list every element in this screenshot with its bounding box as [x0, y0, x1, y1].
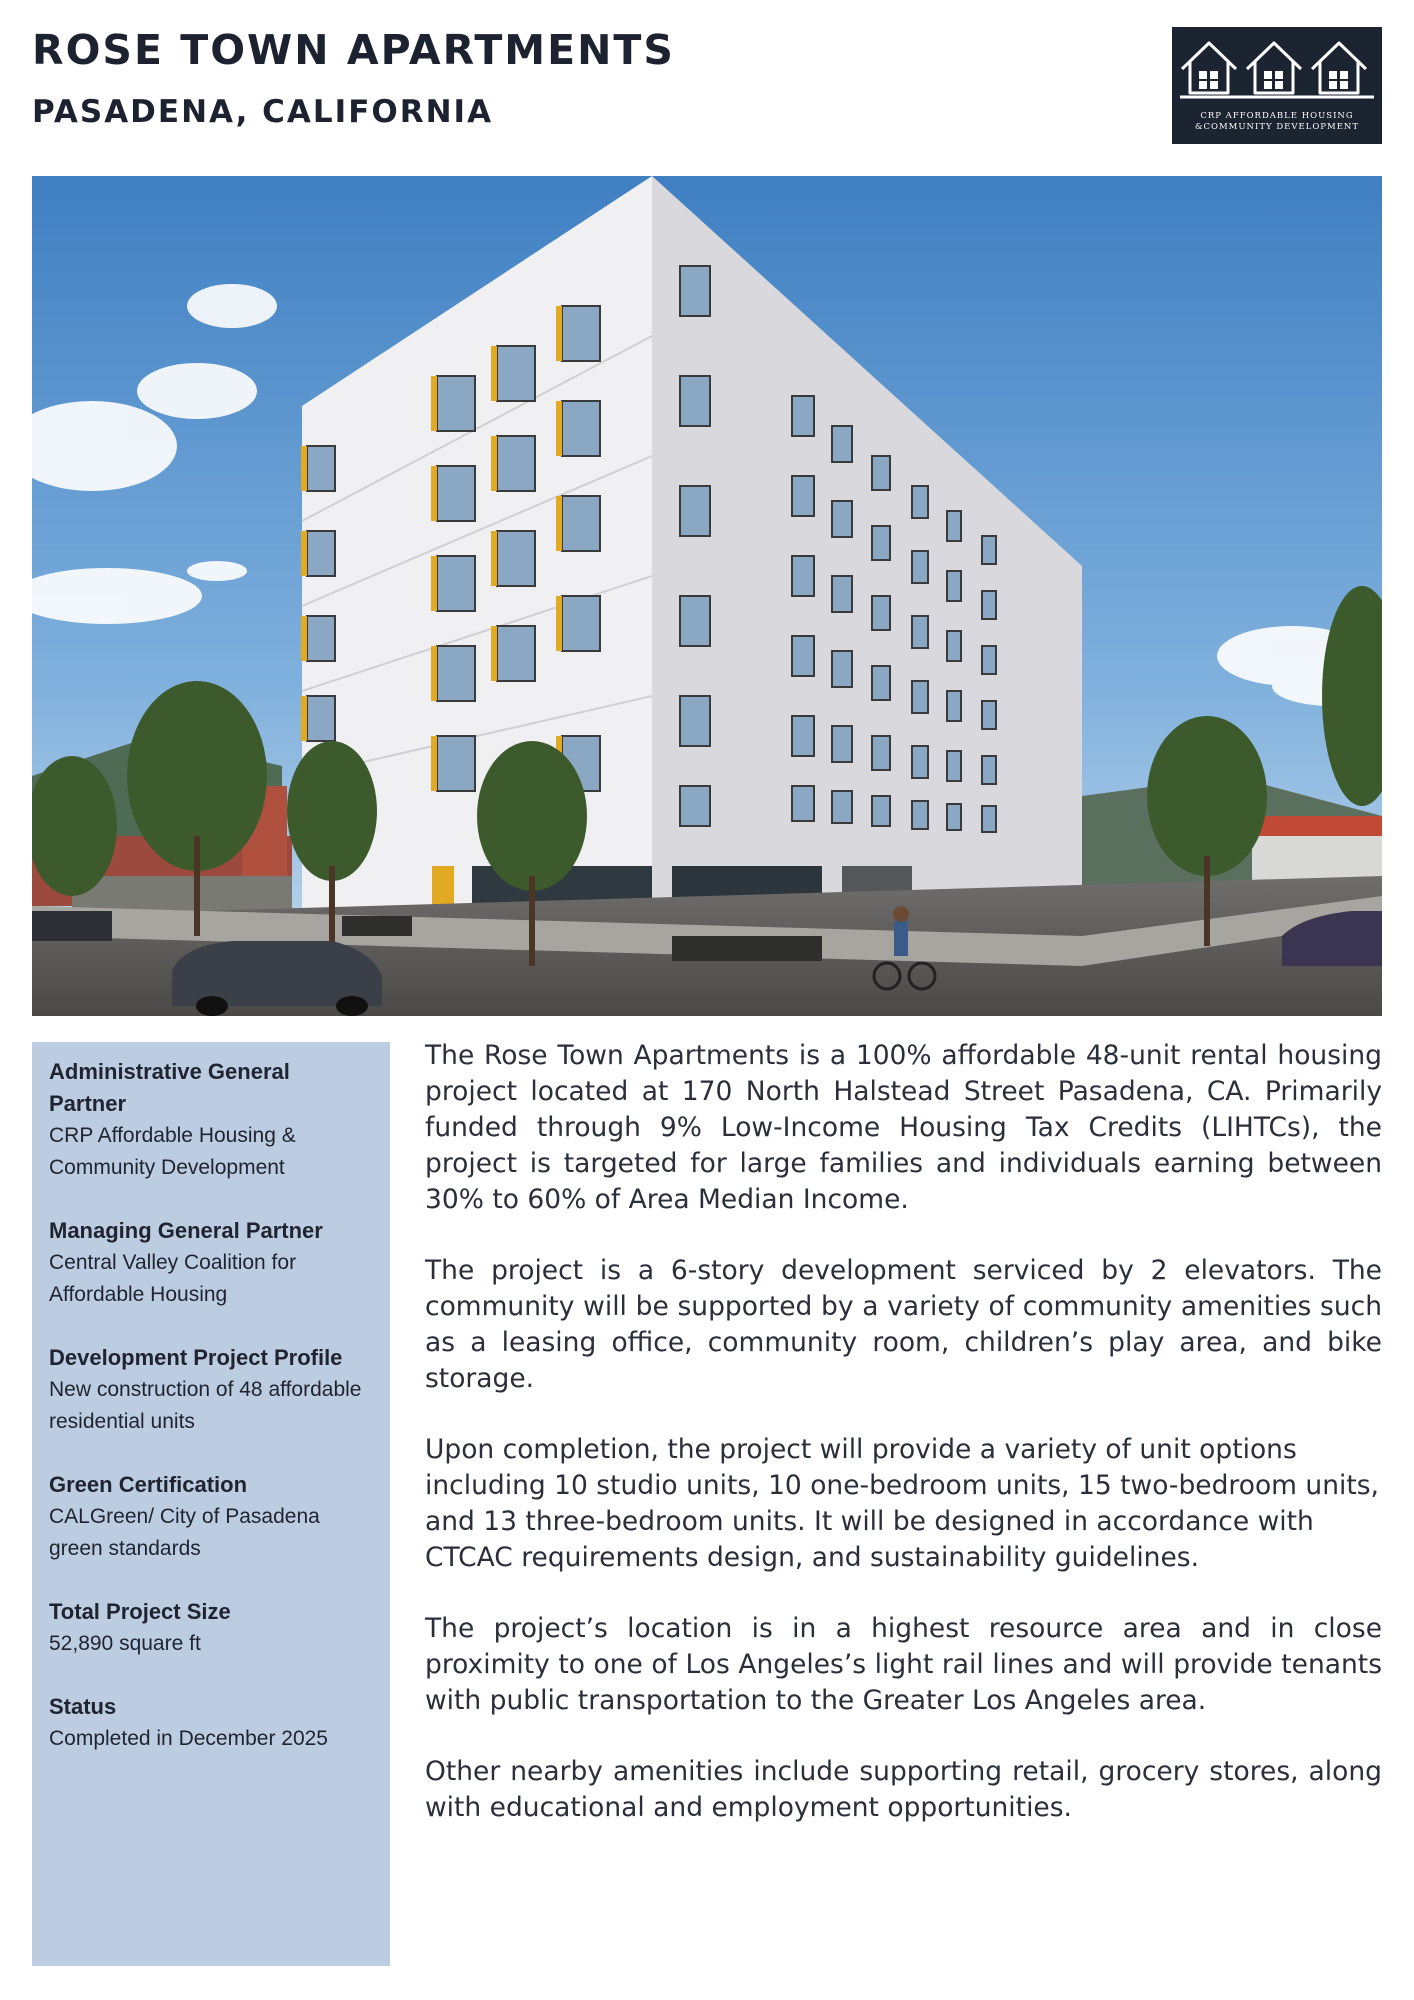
fact-label: Managing General Partner [49, 1218, 323, 1243]
description-paragraph: Upon completion, the project will provide a variety of unit options including 10 studio units, 10 one-bedroom units, 15 two-bedroom units, and 13 three-bedroom units. It will be designed in accordance with CTCAC requirements design, and sustainability guidelines. [425, 1434, 1379, 1573]
fact-label: Status [49, 1694, 117, 1719]
project-facts-sidebar [32, 1042, 390, 1966]
fact-value: CALGreen/ City of Pasadena green standards [49, 1505, 320, 1560]
logo-text-line1: CRP AFFORDABLE HOUSING [1200, 111, 1354, 121]
description-paragraph: Other nearby amenities include supporting retail, grocery stores, along with educational and employment opportunities. [425, 1756, 1382, 1823]
fact-admin-partner [49, 1056, 372, 1184]
building-rendering-image [32, 176, 1382, 1016]
page-subtitle: PASADENA, CALIFORNIA [32, 94, 494, 130]
project-description [425, 1038, 1382, 1861]
company-logo [1172, 27, 1382, 144]
fact-project-size [49, 1596, 372, 1660]
fact-label: Development Project Profile [49, 1345, 343, 1370]
three-houses-icon [1172, 27, 1382, 111]
logo-text-line2: &COMMUNITY DEVELOPMENT [1194, 122, 1360, 132]
fact-label: Total Project Size [49, 1599, 231, 1624]
fact-label: Administrative General Partner [49, 1059, 290, 1116]
fact-label: Green Certification [49, 1472, 248, 1497]
fact-value: New construction of 48 affordable residential units [49, 1378, 362, 1433]
description-paragraph: The project is a 6-story development serviced by 2 elevators. The community will be supported by a variety of community amenities such as a leasing office, community room, children’s play area, and bike storage. [425, 1255, 1382, 1394]
fact-green-certification [49, 1469, 372, 1565]
fact-value: CRP Affordable Housing & Community Development [49, 1124, 296, 1179]
page-title: ROSE TOWN APARTMENTS [32, 26, 675, 74]
description-paragraph: The Rose Town Apartments is a 100% affordable 48-unit rental housing project located at 170 North Halstead Street Pasadena, CA. Primarily funded through 9% Low-Income Housing Tax Credits (LIHTCs), the project is targeted for large families and individuals earning between 30% to 60% of Area Median Income. [425, 1040, 1382, 1215]
fact-managing-partner [49, 1215, 372, 1311]
description-paragraph: The project’s location is in a highest resource area and in close proximity to one of Los Angeles’s light rail lines and will provide tenants with public transportation to the Greater Los Angeles area. [425, 1613, 1382, 1716]
fact-value: 52,890 square ft [49, 1632, 201, 1655]
fact-value: Central Valley Coalition for Affordable Housing [49, 1251, 297, 1306]
fact-project-profile [49, 1342, 372, 1438]
fact-value: Completed in December 2025 [49, 1727, 328, 1750]
fact-status [49, 1691, 372, 1755]
